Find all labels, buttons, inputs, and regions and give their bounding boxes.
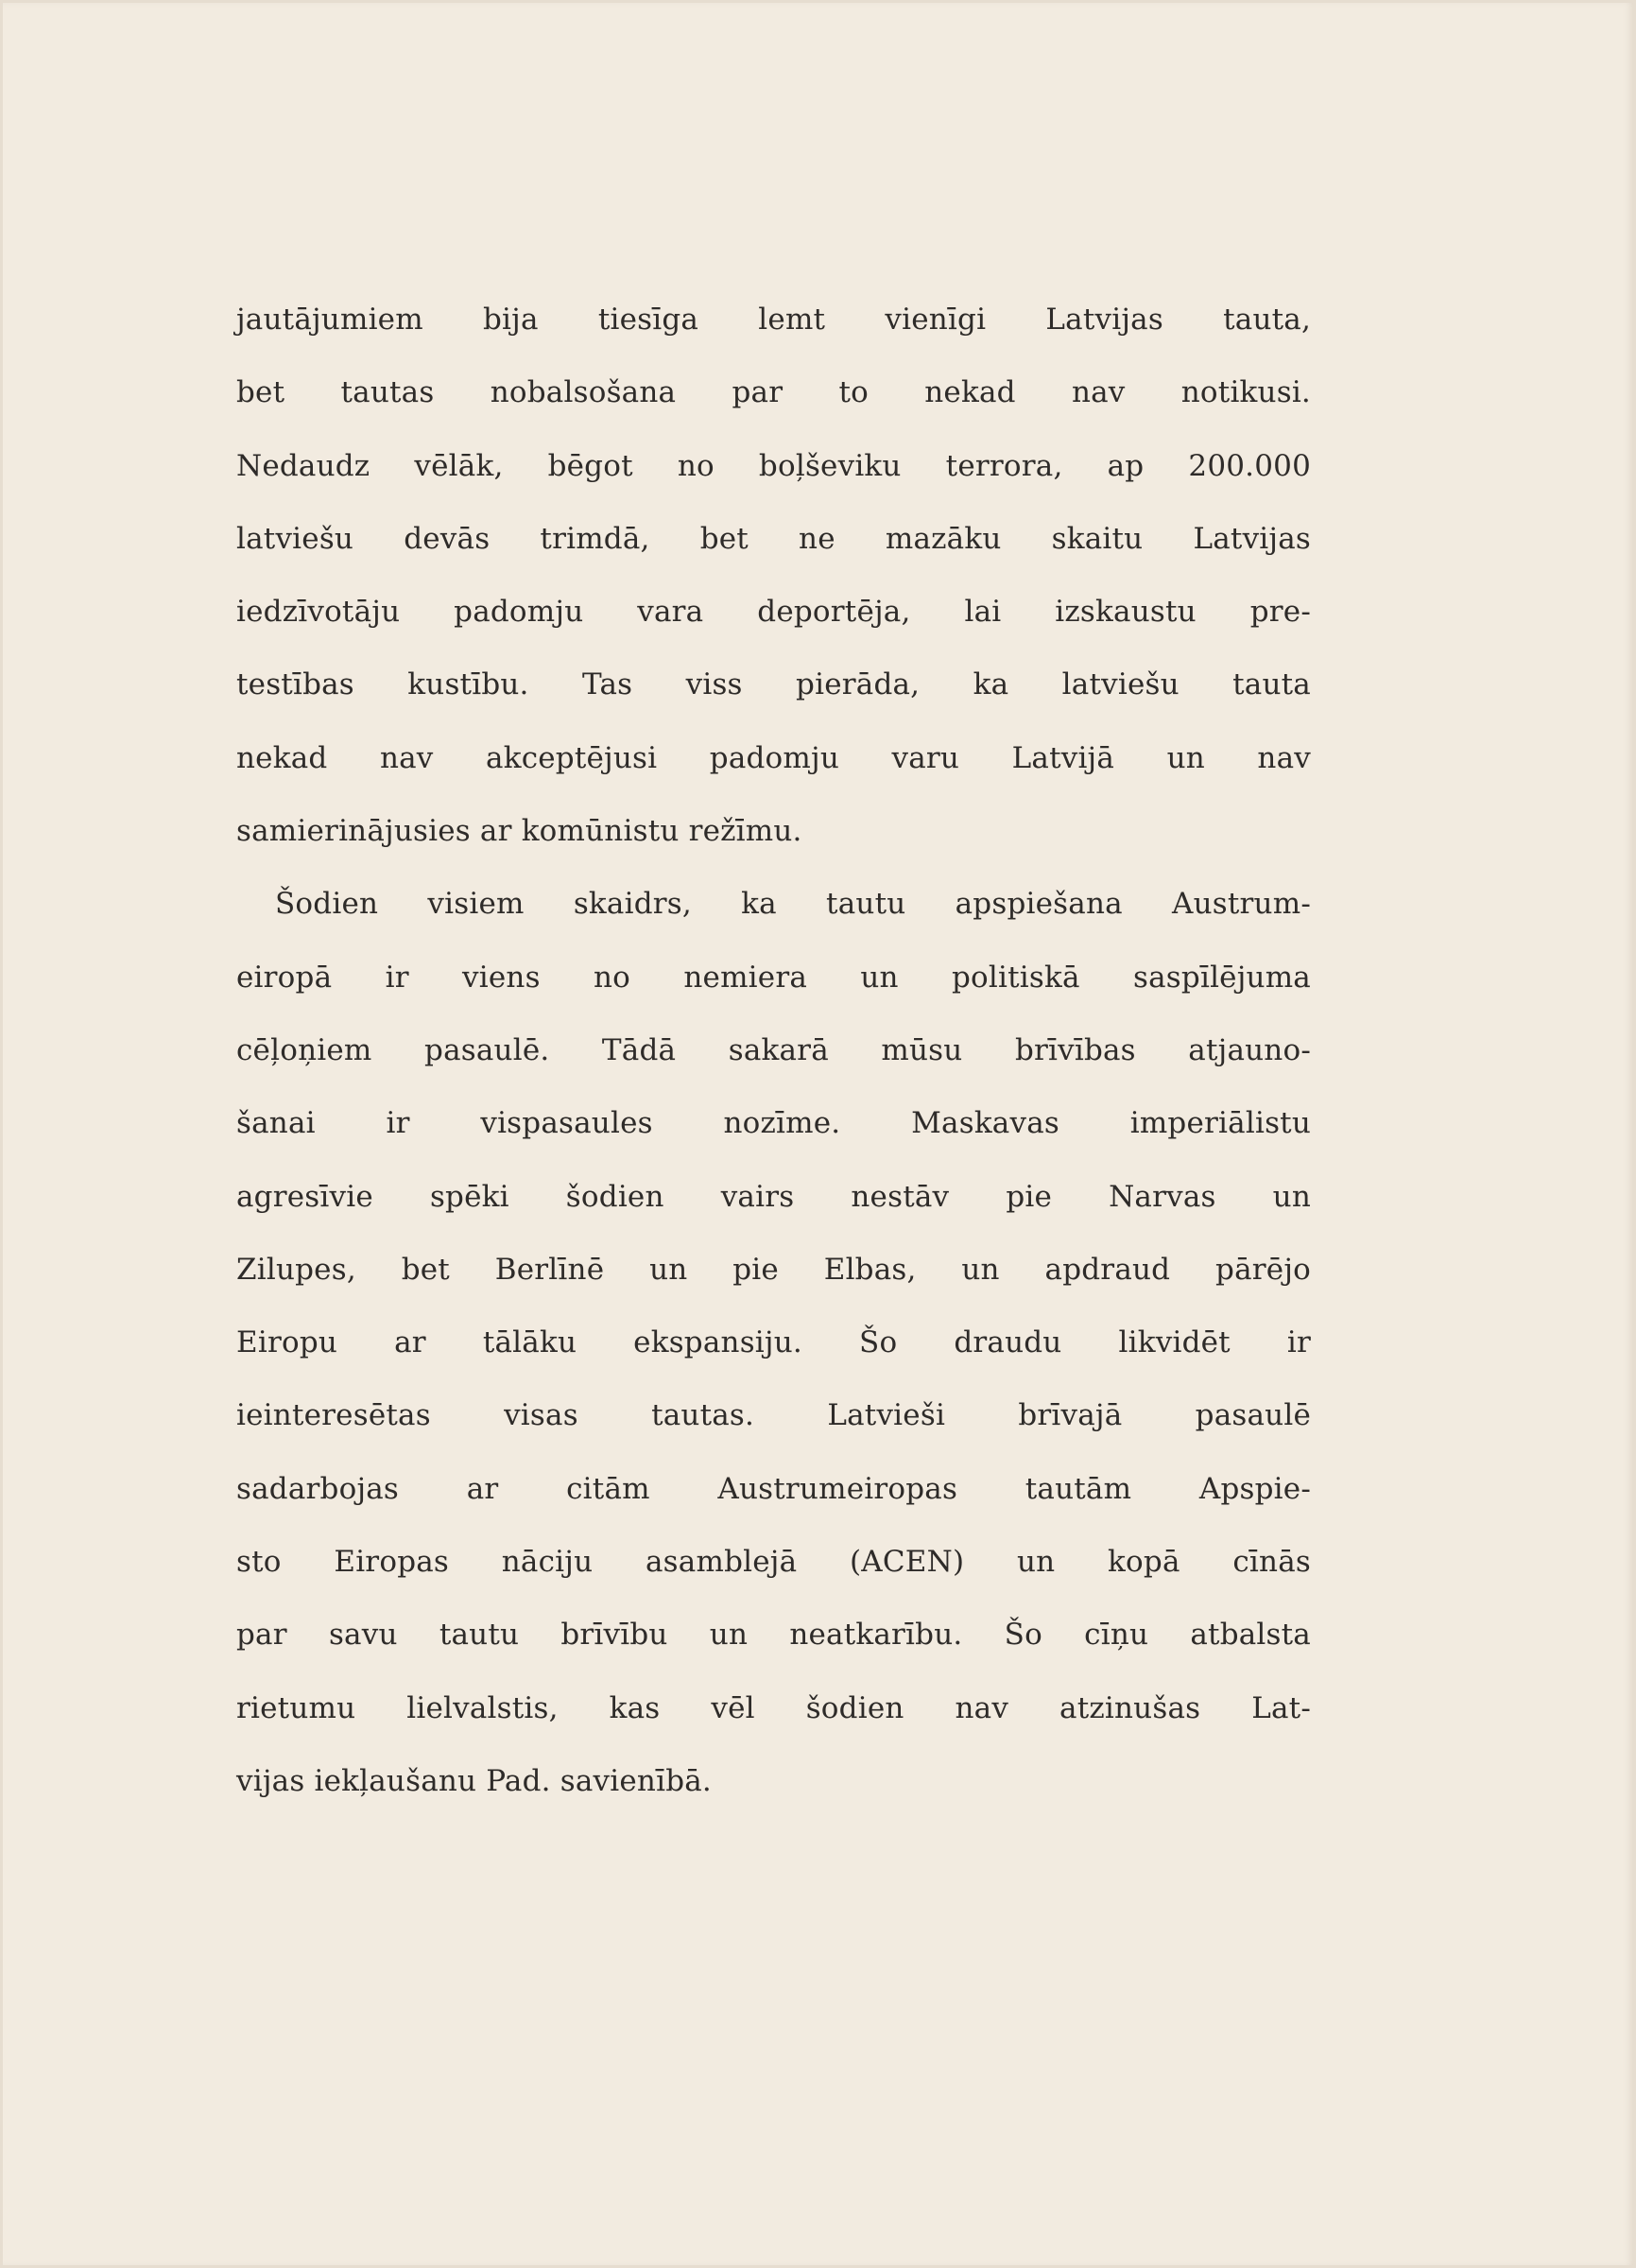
text-line: iedzīvotāju padomju vara deportēja, lai izskaustu pre- xyxy=(236,595,1311,630)
text-line: agresīvie spēki šodien vairs nestāv pie Narvas un xyxy=(236,1179,1311,1214)
text-line: nekad nav akceptējusi padomju varu Latvijā un nav xyxy=(236,740,1311,775)
text-line: rietumu lielvalstis, kas vēl šodien nav atzinušas Lat- xyxy=(236,1690,1311,1725)
text-line: sto Eiropas nāciju asamblejā (ACEN) un kopā cīnās xyxy=(236,1545,1311,1580)
text-line: sadarbojas ar citām Austrumeiropas tautām Apspie- xyxy=(236,1471,1311,1506)
text-line: bet tautas nobalsošana par to nekad nav notikusi. xyxy=(236,375,1311,410)
text-line: vijas iekļaušanu Pad. savienībā. xyxy=(236,1763,712,1798)
text-line: Nedaudz vēlāk, bēgot no boļševiku terrora, ap 200.000 xyxy=(236,448,1311,483)
body-text xyxy=(236,284,1311,1818)
text-line: Zilupes, bet Berlīnē un pie Elbas, un apdraud pārējo xyxy=(236,1252,1311,1287)
text-line: testības kustību. Tas viss pierāda, ka latviešu tauta xyxy=(236,667,1311,702)
text-line: Eiropu ar tālāku ekspansiju. Šo draudu likvidēt ir xyxy=(236,1325,1311,1360)
text-line: samierinājusies ar komūnistu režīmu. xyxy=(236,814,802,849)
text-line: par savu tautu brīvību un neatkarību. Šo cīņu atbalsta xyxy=(236,1618,1311,1653)
text-line: cēļoņiem pasaulē. Tādā sakarā mūsu brīvības atjauno- xyxy=(236,1032,1311,1067)
text-line: ieinteresētas visas tautas. Latvieši brīvajā pasaulē xyxy=(236,1398,1311,1433)
text-line: šanai ir vispasaules nozīme. Maskavas imperiālistu xyxy=(236,1106,1311,1141)
text-line: jautājumiem bija tiesīga lemt vienīgi Latvijas tauta, xyxy=(236,303,1311,337)
text-line: Šodien visiem skaidrs, ka tautu apspiešana Austrum- xyxy=(275,887,1311,922)
text-line: eiropā ir viens no nemiera un politiskā saspīlējuma xyxy=(236,960,1311,995)
text-line: latviešu devās trimdā, bet ne mazāku skaitu Latvijas xyxy=(236,521,1311,556)
